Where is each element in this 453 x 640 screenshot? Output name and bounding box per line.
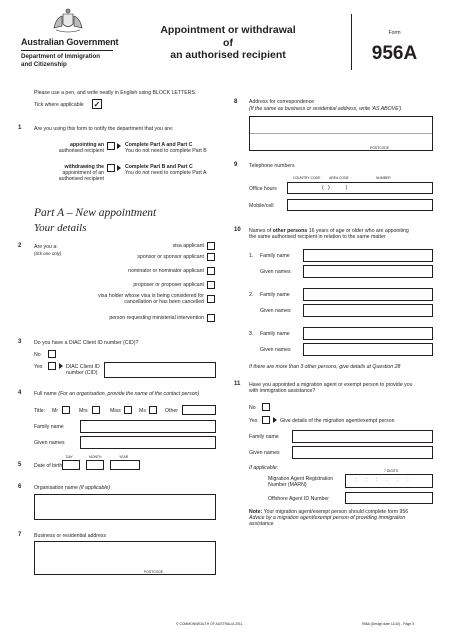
note-line3: assistance bbox=[249, 521, 274, 528]
q2-opt-visa-holder-2: cancellation or has been cancelled bbox=[124, 299, 204, 306]
q5-day-input[interactable] bbox=[62, 460, 80, 470]
note bbox=[249, 509, 444, 528]
q10-p3-family-input[interactable] bbox=[303, 327, 433, 340]
q9-number: 9 bbox=[234, 162, 238, 168]
q5-year-label: YEAR bbox=[119, 455, 129, 459]
q10-p3-given-label: Given names bbox=[260, 347, 291, 353]
q1-opt1-instructions bbox=[125, 142, 207, 154]
q4-number: 4 bbox=[18, 390, 22, 396]
q8-number: 8 bbox=[234, 99, 238, 105]
q11-yes-detail: Give details of the migration agent/exempt person bbox=[280, 418, 395, 424]
q8-text: Address for correspondence bbox=[249, 99, 315, 105]
q6-text bbox=[34, 485, 110, 491]
q10-p2-given-input[interactable] bbox=[303, 304, 433, 317]
note-label: Note: bbox=[249, 509, 263, 515]
q10-text bbox=[249, 228, 439, 240]
q4-given-label: Given names bbox=[34, 440, 65, 446]
q2-opt-visa-holder bbox=[60, 293, 204, 305]
q9-office-input[interactable] bbox=[287, 182, 433, 194]
q2-checkbox[interactable] bbox=[207, 253, 215, 261]
form-title bbox=[158, 24, 298, 62]
coat-of-arms-icon bbox=[50, 8, 86, 34]
q10-p2-number: 2. bbox=[249, 292, 254, 298]
q8-hint: (If the same as business or residential address, write 'AS ABOVE') bbox=[249, 106, 402, 112]
q1-opt2-c: authorised recipient bbox=[58, 176, 104, 183]
q10-p3-number: 3. bbox=[249, 331, 254, 337]
q2-checkbox[interactable] bbox=[207, 314, 215, 322]
q1-appoint-checkbox[interactable] bbox=[107, 142, 115, 150]
q11-no-label: No bbox=[249, 405, 256, 411]
footer-page: 956A (Design date 11/10) - Page 3 bbox=[362, 622, 414, 626]
q9-area-code-label: AREA CODE bbox=[329, 176, 349, 180]
title-line1: Appointment or withdrawal of bbox=[160, 24, 296, 49]
q10-note: If there are more than 3 other persons, give details at Question 28 bbox=[249, 364, 401, 370]
q11-number: 11 bbox=[234, 381, 241, 387]
q9-mobile-label: Mobile/cell bbox=[249, 203, 274, 209]
arrow-right-icon bbox=[117, 143, 121, 149]
q1-opt2-instructions bbox=[125, 164, 206, 176]
q4-family-input[interactable] bbox=[80, 420, 216, 433]
q10-p1-number: 1. bbox=[249, 253, 254, 259]
q10-text-a: Names of bbox=[249, 228, 272, 234]
q5-day-label: DAY bbox=[66, 455, 73, 459]
q10-p3-family-label: Family name bbox=[260, 331, 290, 337]
q9-office-separator: ( ) ) bbox=[322, 185, 348, 191]
q4-family-label: Family name bbox=[34, 424, 64, 430]
q1-opt2-e: You do not need to complete Part A bbox=[125, 170, 207, 177]
q10-text-c: 16 years of age or older who are appointing bbox=[308, 228, 409, 234]
divider bbox=[250, 133, 432, 134]
q1-opt1-label bbox=[34, 142, 104, 154]
q1-opt1-b: authorised recipient bbox=[58, 148, 104, 155]
form-label: Form bbox=[388, 30, 401, 36]
q11-marn-label bbox=[268, 476, 333, 488]
q4-given-input[interactable] bbox=[80, 436, 216, 449]
q10-text-d: the same authorised recipient in relation to the same matter bbox=[249, 234, 386, 241]
title-line2: an authorised recipient bbox=[170, 49, 286, 61]
q5-month-label: MONTH bbox=[89, 455, 102, 459]
q10-p1-family-input[interactable] bbox=[303, 249, 433, 262]
arrow-right-icon bbox=[59, 363, 63, 369]
q2-opt-visa-holder-1: visa holder whose visa is being considered for bbox=[98, 293, 204, 299]
note-line2: Advice by a migration agent/exempt person of providing immigration bbox=[249, 515, 406, 522]
q5-number: 5 bbox=[18, 462, 22, 468]
dept-line1: Department of Immigration bbox=[21, 53, 101, 60]
q6-organisation-input[interactable] bbox=[34, 494, 216, 520]
q11-text1: Have you appointed a migration agent or exempt person to provide you bbox=[249, 382, 413, 388]
q3-cid-label bbox=[66, 364, 100, 376]
q9-text: Telephone numbers bbox=[249, 163, 295, 169]
q4-miss-checkbox[interactable] bbox=[124, 406, 132, 414]
q1-opt2-a: withdrawing the bbox=[64, 164, 104, 170]
q3-yes-checkbox[interactable] bbox=[48, 362, 56, 370]
q4-mr-label: Mr bbox=[52, 408, 59, 414]
q10-p1-given-input[interactable] bbox=[303, 265, 433, 278]
part-a-title: Part A – New appointment bbox=[34, 207, 157, 219]
q1-withdraw-checkbox[interactable] bbox=[107, 164, 115, 172]
q1-opt2-label bbox=[34, 164, 104, 183]
q4-title-label: Title: bbox=[34, 408, 46, 414]
q10-p1-family-label: Family name bbox=[260, 253, 290, 259]
form-number: 956A bbox=[371, 43, 418, 64]
arrow-right-icon bbox=[117, 165, 121, 171]
q11-text bbox=[249, 382, 413, 394]
q10-text-b: other persons bbox=[272, 228, 308, 234]
q4-miss-label: Miss bbox=[110, 408, 121, 414]
q8-postcode-label: POSTCODE bbox=[370, 146, 390, 150]
q2-opt-ministerial: person requesting ministerial intervention bbox=[109, 315, 204, 321]
q4-mrs-label: Mrs bbox=[79, 408, 88, 414]
divider bbox=[21, 50, 113, 51]
q11-marn2: Number (MARN) bbox=[268, 482, 307, 489]
tick-example-box bbox=[92, 99, 102, 109]
q2-opt-sponsor: sponsor or sponsor applicant bbox=[137, 254, 204, 260]
q3-no-checkbox[interactable] bbox=[48, 350, 56, 358]
q3-cid2: number (CID) bbox=[66, 370, 98, 377]
q2-opt-nominator: nominator or nominator applicant bbox=[128, 268, 204, 274]
form-number-panel bbox=[351, 14, 436, 70]
q2-hint: (tick one only) bbox=[34, 251, 62, 256]
q10-p1-given-label: Given names bbox=[260, 269, 291, 275]
q6-hint: (if applicable) bbox=[79, 485, 111, 491]
q7-number: 7 bbox=[18, 532, 22, 538]
tick-label: Tick where applicable bbox=[34, 102, 84, 108]
q11-given-input[interactable] bbox=[292, 446, 433, 459]
q10-number: 10 bbox=[234, 227, 241, 233]
footer-copyright: © COMMONWEALTH OF AUSTRALIA 2011 bbox=[176, 622, 243, 626]
q11-if-applicable: If applicable: bbox=[249, 465, 279, 471]
q7-postcode-label: POSTCODE bbox=[144, 570, 164, 574]
q2-checkbox[interactable] bbox=[207, 242, 215, 250]
q2-text: Are you a: bbox=[34, 244, 58, 250]
q4-text bbox=[34, 391, 199, 397]
q1-opt1-a: appointing an bbox=[69, 142, 104, 148]
q11-marn-separators: :::::: bbox=[355, 477, 418, 483]
q3-text: Do you have a DIAC Client ID number (CID)? bbox=[34, 340, 139, 346]
q11-offshore-input[interactable] bbox=[345, 492, 433, 504]
q5-year-input[interactable] bbox=[110, 460, 140, 470]
q6-number: 6 bbox=[18, 484, 22, 490]
q5-month-input[interactable] bbox=[86, 460, 104, 470]
gov-name: Australian Government bbox=[21, 37, 119, 47]
q11-family-label: Family name bbox=[249, 434, 279, 440]
q9-country-code-label: COUNTRY CODE bbox=[293, 176, 321, 180]
q6-label: Organisation name bbox=[34, 485, 78, 491]
q1-opt2-b: appointment of an bbox=[62, 170, 104, 177]
intro-text: Please use a pen, and write neatly in English using BLOCK LETTERS. bbox=[34, 90, 197, 96]
q11-family-input[interactable] bbox=[292, 430, 433, 443]
q11-no-checkbox[interactable] bbox=[262, 403, 270, 411]
q3-cid1: DIAC Client ID bbox=[66, 364, 100, 370]
q1-number: 1 bbox=[18, 125, 22, 131]
q4-ms-label: Ms bbox=[139, 408, 146, 414]
q4-ms-checkbox[interactable] bbox=[149, 406, 157, 414]
q2-checkbox[interactable] bbox=[207, 295, 215, 303]
q7-text: Business or residential address bbox=[34, 533, 107, 539]
tick-mark: ✓ bbox=[93, 100, 101, 109]
q11-text2: with immigration assistance? bbox=[249, 388, 316, 395]
dept-line2: and Citizenship bbox=[21, 60, 67, 68]
q3-no-label: No bbox=[34, 352, 41, 358]
q3-number: 3 bbox=[18, 339, 22, 345]
q11-given-label: Given names bbox=[249, 450, 280, 456]
q11-yes-label: Yes bbox=[249, 418, 258, 424]
part-a-subtitle: Your details bbox=[34, 222, 87, 234]
q3-cid-input[interactable] bbox=[104, 362, 216, 378]
q10-p3-given-input[interactable] bbox=[303, 343, 433, 356]
q1-opt1-d: You do not need to complete Part B bbox=[125, 148, 207, 155]
q11-marn1: Migration Agent Registration bbox=[268, 476, 334, 482]
note-line1: Your migration agent/exempt person should complete form 956 bbox=[263, 509, 409, 515]
q9-mobile-input[interactable] bbox=[287, 199, 433, 211]
q2-opt-visa-applicant: visa applicant bbox=[172, 243, 204, 249]
q11-digits-label: 7 DIGITS bbox=[384, 469, 399, 473]
q10-p2-family-input[interactable] bbox=[303, 288, 433, 301]
q2-number: 2 bbox=[18, 243, 22, 249]
q2-checkbox[interactable] bbox=[207, 281, 215, 289]
q4-label: Full name bbox=[34, 391, 57, 397]
q9-office-label: Office hours bbox=[249, 186, 277, 192]
q4-mr-checkbox[interactable] bbox=[62, 406, 70, 414]
q2-opt-proposer: proposer or proposer applicant bbox=[133, 282, 204, 288]
q4-other-input[interactable] bbox=[182, 405, 216, 415]
q1-opt1-c: Complete Part A and Part C bbox=[125, 142, 193, 148]
q11-offshore-label: Offshore Agent ID Number bbox=[268, 496, 330, 502]
q11-yes-checkbox[interactable] bbox=[262, 416, 270, 424]
q4-mrs-checkbox[interactable] bbox=[92, 406, 100, 414]
q7-address-input[interactable] bbox=[34, 541, 216, 575]
q10-p2-given-label: Given names bbox=[260, 308, 291, 314]
q1-opt2-d: Complete Part B and Part C bbox=[125, 164, 193, 170]
q1-text: Are you using this form to notify the department that you are: bbox=[34, 126, 174, 132]
q4-hint: (For an organisation, provide the name of the contact person) bbox=[58, 391, 200, 397]
arrow-right-icon bbox=[273, 417, 277, 423]
q9-number-label: NUMBER bbox=[376, 176, 391, 180]
q10-p2-family-label: Family name bbox=[260, 292, 290, 298]
q3-yes-label: Yes bbox=[34, 364, 43, 370]
q5-text: Date of birth bbox=[34, 463, 63, 469]
q4-other-label: Other bbox=[165, 408, 178, 414]
q2-checkbox[interactable] bbox=[207, 267, 215, 275]
